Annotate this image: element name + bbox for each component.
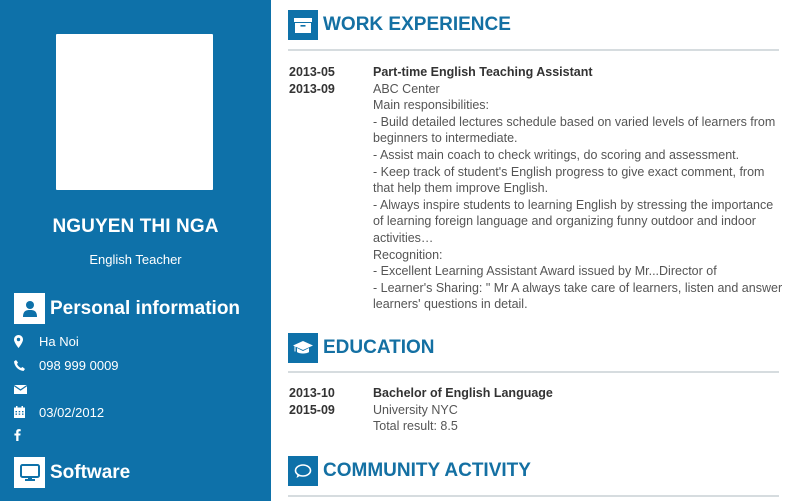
envelope-icon (14, 385, 39, 394)
detail-line: - Keep track of student's English progress to give exact comment, from that help them improve English. (373, 164, 765, 196)
graduation-cap-icon (288, 333, 318, 363)
detail-line: - Excellent Learning Assistant Award issued by Mr...Director of (373, 264, 717, 279)
info-birthday (14, 404, 104, 420)
education-details (373, 385, 783, 435)
detail-line: Recognition: (373, 247, 443, 262)
education-label: EDUCATION (323, 337, 435, 358)
company: ABC Center (373, 81, 440, 96)
result: Total result: 8.5 (373, 419, 458, 434)
community-divider (288, 495, 779, 497)
archive-icon (288, 10, 318, 40)
info-facebook (14, 427, 39, 443)
info-phone (14, 357, 119, 373)
software-heading (14, 457, 130, 488)
work-divider (288, 49, 779, 51)
community-activity-heading (288, 456, 531, 486)
candidate-role: English Teacher (89, 252, 182, 267)
detail-line: - Assist main coach to check writings, do scoring and assessment. (373, 147, 740, 162)
facebook-icon[interactable] (14, 429, 39, 441)
profile-photo (56, 34, 213, 190)
detail-line: - Build detailed lectures schedule based on varied levels of learners from beginners to intermediate. (373, 114, 776, 146)
detail-line: - Always inspire students to learning English by stressing the importance of learning foreign language and organizing funny outdoor and indoor activities… (373, 197, 774, 245)
start-date: 2013-05 (289, 65, 335, 79)
monitor-icon (14, 457, 45, 488)
user-icon (14, 293, 45, 324)
main-content (271, 0, 800, 501)
phone-text: 098 999 0009 (39, 357, 119, 373)
education-dates (289, 385, 369, 418)
job-title: Part-time English Teaching Assistant (373, 65, 593, 79)
sidebar (0, 0, 271, 501)
map-marker-icon (14, 335, 39, 348)
education-heading (288, 333, 435, 363)
info-location (14, 333, 79, 349)
personal-info-label: Personal information (50, 297, 241, 319)
comment-icon (288, 456, 318, 486)
info-email (14, 381, 39, 397)
work-details (373, 64, 783, 313)
detail-line: - Learner's Sharing: " Mr A always take care of learners, listen and answer learners' questions in detail. (373, 280, 783, 312)
education-divider (288, 371, 779, 373)
personal-info-heading (14, 293, 240, 324)
school: University NYC (373, 402, 458, 417)
end-date: 2015-09 (289, 402, 335, 417)
calendar-icon (14, 406, 39, 418)
start-date: 2013-10 (289, 386, 335, 400)
candidate-name: NGUYEN THI NGA (52, 216, 219, 237)
work-experience-heading (288, 10, 511, 40)
birthday-text: 03/02/2012 (39, 404, 105, 420)
work-experience-label: WORK EXPERIENCE (323, 14, 511, 35)
phone-icon (14, 360, 39, 371)
community-activity-label: COMMUNITY ACTIVITY (323, 460, 531, 481)
degree-title: Bachelor of English Language (373, 386, 553, 400)
location-text: Ha Noi (39, 333, 79, 349)
detail-line: Main responsibilities: (373, 98, 490, 113)
work-dates (289, 64, 369, 97)
end-date: 2013-09 (289, 81, 335, 96)
software-label: Software (50, 461, 131, 483)
